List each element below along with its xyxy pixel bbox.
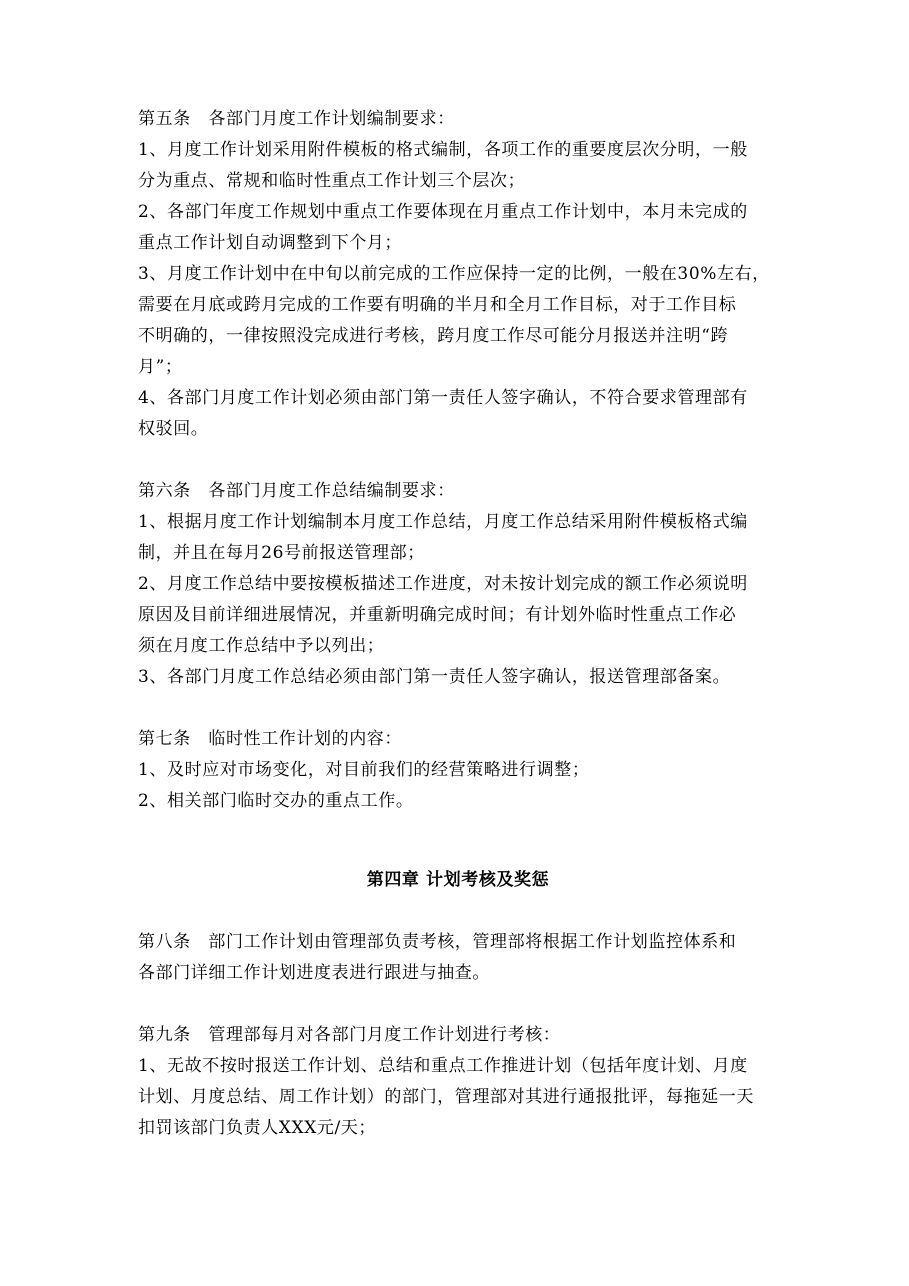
paragraph-line: 计划、月度总结、周工作计划）的部门，管理部对其进行通报批评，每拖延一天	[138, 1087, 754, 1107]
paragraph-line: 需要在月底或跨月完成的工作要有明确的半月和全月工作目标，对于工作目标	[138, 295, 737, 315]
chapter-title: 第四章 计划考核及奖惩	[366, 870, 550, 890]
paragraph-line: 1、无故不按时报送工作计划、总结和重点工作推进计划（包括年度计划、月度	[138, 1056, 748, 1076]
section-gap	[138, 896, 778, 927]
paragraph-line: 须在月度工作总结中予以列出；	[138, 636, 385, 656]
paragraph-line: 重点工作计划自动调整到下个月；	[138, 233, 402, 253]
paragraph-line: 3、各部门月度工作总结必须由部门第一责任人签字确认，报送管理部备案。	[138, 667, 731, 687]
paragraph-line: 分为重点、常规和临时性重点工作计划三个层次；	[138, 171, 526, 191]
paragraph-line: 原因及目前详细进展情况，并重新明确完成时间；有计划外临时性重点工作必	[138, 605, 737, 625]
paragraph-line: 1、及时应对市场变化，对目前我们的经营策略进行调整；	[138, 760, 590, 780]
paragraph-line: 1、月度工作计划采用附件模板的格式编制，各项工作的重要度层次分明，一般	[138, 140, 748, 160]
paragraph-line: 4、各部门月度工作计划必须由部门第一责任人签字确认，不符合要求管理部有	[138, 388, 748, 408]
section-gap	[138, 445, 778, 476]
paragraph-line: 权驳回。	[138, 419, 209, 439]
article-7	[138, 724, 778, 817]
article-5	[138, 104, 778, 445]
article-9	[138, 1020, 778, 1144]
paragraph-line: 制，并且在每月26号前报送管理部；	[138, 543, 425, 563]
paragraph-line: 2、月度工作总结中要按模板描述工作进度，对未按计划完成的额工作必须说明	[138, 574, 748, 594]
chapter-gap	[138, 817, 778, 865]
paragraph-line: 2、相关部门临时交办的重点工作。	[138, 791, 414, 811]
paragraph-line: 1、根据月度工作计划编制本月度工作总结，月度工作总结采用附件模板格式编	[138, 512, 748, 532]
section-gap	[138, 693, 778, 724]
paragraph-line: 3、月度工作计划中在中旬以前完成的工作应保持一定的比例，一般在30%左右，	[138, 264, 770, 284]
article-7-heading: 第七条 临时性工作计划的内容：	[138, 729, 402, 749]
document-page	[138, 104, 778, 1144]
section-gap	[138, 989, 778, 1020]
paragraph-line: 月”；	[138, 357, 183, 377]
paragraph-line: 扣罚该部门负责人XXX元/天；	[138, 1118, 377, 1138]
article-8	[138, 927, 778, 989]
paragraph-line: 2、各部门年度工作规划中重点工作要体现在月重点工作计划中，本月未完成的	[138, 202, 748, 222]
paragraph-line: 不明确的，一律按照没完成进行考核，跨月度工作尽可能分月报送并注明“跨	[138, 326, 729, 346]
article-6-heading: 第六条 各部门月度工作总结编制要求：	[138, 481, 455, 501]
article-9-heading: 第九条 管理部每月对各部门月度工作计划进行考核：	[138, 1025, 561, 1045]
article-6	[138, 476, 778, 693]
article-8-heading: 第八条 部门工作计划由管理部负责考核，管理部将根据工作计划监控体系和	[138, 932, 737, 952]
article-5-heading: 第五条 各部门月度工作计划编制要求：	[138, 109, 455, 129]
paragraph-line: 各部门详细工作计划进度表进行跟进与抽查。	[138, 963, 490, 983]
